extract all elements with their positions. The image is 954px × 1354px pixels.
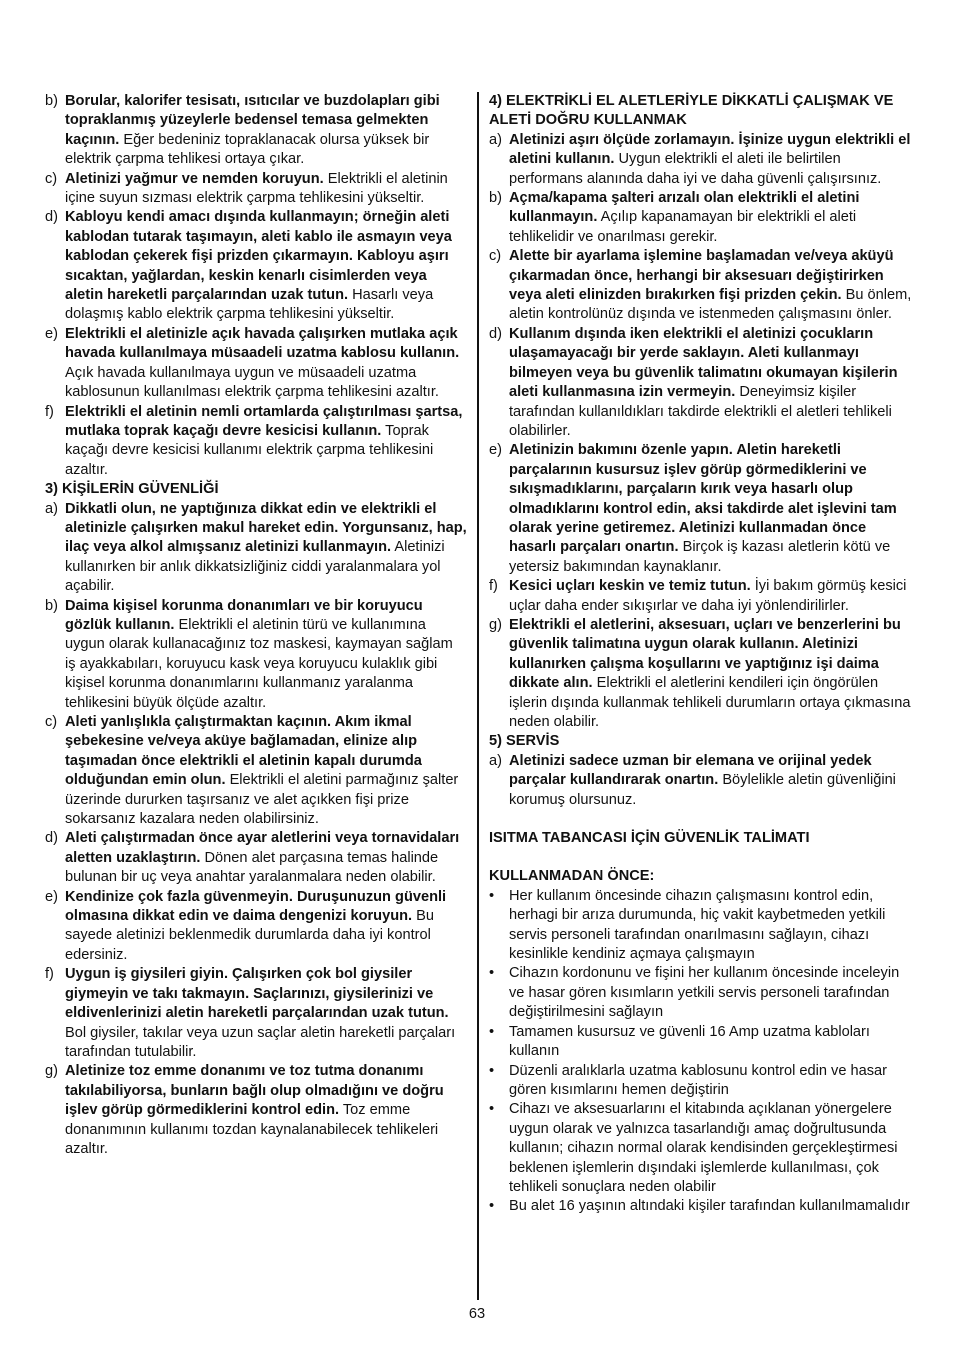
- item-label: c): [489, 248, 502, 265]
- list-item: [489, 189, 913, 247]
- left-column: [45, 92, 467, 1159]
- bullet-item: [489, 1197, 913, 1216]
- item-label: a): [489, 752, 502, 769]
- item-text: Bu önlem, aletin kontrolünüz dışında ve istenmeden çalışmasını önler.: [509, 287, 912, 323]
- item-text: Eğer bedeniniz topraklanacak olursa yüksek bir elektrik çarpma tehlikesi ortaya çıkar.: [65, 131, 430, 168]
- item-label: c): [45, 714, 58, 730]
- item-text: Uygun elektrikli el aleti ile belirtilen performans alanında daha iyi ve daha güvenli çalışırsınız.: [509, 151, 882, 187]
- bullet-item: [489, 1100, 913, 1197]
- item-bold-text: Aletinize toz emme donanımı ve toz tutma donanımı takılabiliyorsa, bunların bağlı olup olmadığını ve doğru işlev görüp görmediklerini kontrol edin.: [65, 1063, 444, 1119]
- item-label: f): [489, 578, 498, 595]
- item-bold-text: Aleti çalıştırmadan önce ayar aletlerini veya tornavidaları aletten uzaklaştırın.: [65, 830, 460, 866]
- item-label: e): [45, 325, 58, 342]
- bullet-item: [489, 964, 913, 1022]
- item-label: e): [489, 442, 502, 459]
- bullet-item: [489, 1023, 913, 1062]
- item-text: Elektrikli el aletinin içine suyun sızması elektrik çarpma tehlikesini yükseltir.: [65, 170, 448, 207]
- bullet-icon: •: [489, 965, 495, 982]
- bullet-icon: •: [489, 887, 495, 904]
- item-bold-text: Kendinize çok fazla güvenmeyin. Duruşunuzun güvenli olmasına dikkat edin ve daima dengenizi koruyun.: [65, 888, 447, 925]
- item-label: b): [45, 93, 58, 109]
- item-text: Toz emme donanımının kullanımı tozdan kaynalanabilecek tehlikeleri azaltır.: [65, 1102, 439, 1157]
- section-2-items: [45, 92, 467, 480]
- list-item: [45, 325, 467, 403]
- item-text: Toprak kaçağı devre kesicisi kullanımı elektrik çarpma tehlikesini azaltır.: [65, 422, 434, 478]
- column-divider: [477, 92, 479, 1300]
- item-text: Bu sayede aletinizi beklenmedik durumlarda daha iyi kontrol edersiniz.: [65, 908, 435, 963]
- item-label: c): [45, 170, 58, 187]
- bullet-text: Tamamen kusursuz ve güvenli 16 Amp uzatma kabloları kullanın: [509, 1023, 870, 1060]
- list-item: [45, 713, 467, 829]
- item-bold-text: Elektrikli el aletlerini, aksesuarı, uçları ve benzerlerini bu güvenlik talimatına uygun olarak kullanın. Aletinizi kullanırken çalışma koşullarını ve yaptığınız işi daima dikkate alın.: [509, 616, 901, 692]
- bullet-icon: •: [489, 1062, 495, 1079]
- bullet-item: [489, 887, 913, 965]
- list-item: [45, 1062, 467, 1159]
- item-bold-text: Aletinizin bakımını özenle yapın. Aletin hareketli parçalarının kusursuz işlev görüp görmediklerini ve sıkışmadıklarını, parçaların kırık veya hasarlı olup olmadıklarını kontrol edin, aksi takdirde alet işlevini tam olarak yerine getiremez. Aletinizi kullanmadan önce hasarlı parçaları onartın.: [509, 442, 897, 556]
- list-item: [489, 441, 913, 577]
- item-bold-text: Elektrikli el aletinizle açık havada çalışırken mutlaka açık havada kullanılmaya müsaadeli uzatma kablosu kullanın.: [65, 325, 460, 362]
- list-item: [45, 965, 467, 1062]
- item-bold-text: Kullanım dışında iken elektrikli el aletinizi çocukların ulaşamayacağı bir yerde saklayın. Aleti kullanmayı bilmeyen veya bu güvenlik talimatını okumayan kişilerin aleti kullanmasına izin vermeyin.: [509, 325, 898, 401]
- item-label: g): [489, 616, 502, 633]
- page-number: 63: [468, 1306, 486, 1322]
- list-item: [45, 92, 467, 170]
- item-text: Böylelikle aletin güvenliğini korumuş olursunuz.: [509, 772, 896, 808]
- list-item: [45, 403, 467, 481]
- bullet-icon: •: [489, 1101, 495, 1118]
- item-bold-text: Açma/kapama şalteri arızalı olan elektrikli el aletini kullanmayın.: [509, 190, 860, 226]
- bullet-text: Cihazı ve aksesuarlarını el kitabında açıklanan yönergelere uygun olarak ve yalnızca tasarlandığı amaç doğrultusunda kullanın; cihazın normal olarak kendisinden gerçekleştirmesi beklenen işlemlerin dışındaki işlemlerde kullanılması, çok tehlikeli sonuçlara neden olabilir: [509, 1101, 898, 1195]
- list-item: [489, 577, 913, 616]
- list-item: [45, 170, 467, 209]
- item-text: Açık havada kullanılmaya uygun ve müsaadeli uzatma kablosunun kullanılması elektrik çarpma tehlikesini azaltır.: [65, 364, 439, 401]
- item-text: Elektrikli el aletini parmağınız şalter üzerinde dururken taşırsanız ve alet açıkken fişi prize sokarsanız kazalara neden olabilirsiniz.: [65, 772, 459, 828]
- item-label: b): [489, 190, 502, 207]
- bullet-text: Düzenli aralıklarla uzatma kablosunu kontrol edin ve hasar gören kısımlarını hemen değiştirin: [509, 1062, 888, 1098]
- item-label: e): [45, 888, 58, 905]
- section-5-items: [489, 752, 913, 810]
- item-label: d): [45, 830, 58, 847]
- right-column: [489, 92, 913, 1217]
- before-use-heading: KULLANMADAN ÖNCE:: [489, 868, 655, 885]
- item-bold-text: Aletinizi yağmur ve nemden koruyun.: [65, 170, 324, 187]
- item-bold-text: Elektrikli el aletinin nemli ortamlarda çalıştırılması şartsa, mutlaka toprak kaçağı devre kesicisi kullanın.: [65, 403, 463, 439]
- item-text: Elektrikli el aletinin türü ve kullanımına uygun olarak kullanacağınız toz maskesi, kaymayan sağlam iş ayakkabıları, koruyucu kask veya koruyucu kulaklık gibi kişisel korunma donanımlarını kullanmanız yaralanma tehlikesini büyük ölçüde azaltır.: [65, 616, 453, 711]
- bullet-text: Cihazın kordonunu ve fişini her kullanım öncesinde inceleyin ve hasar gören kısımların yetkili servis personeli tarafından değiştirilmesini sağlayın: [509, 965, 900, 1021]
- item-bold-text: Dikkatli olun, ne yaptığınıza dikkat edin ve elektrikli el aletinizle çalışırken makul hareket edin. Yorgunsanız, hap, ilaç veya alkol almışsanız aletinizi kullanmayın.: [65, 500, 467, 556]
- list-item: [45, 597, 467, 713]
- item-bold-text: Uygun iş giysileri giyin. Çalışırken çok bol giysiler giymeyin ve takı takmayın. Saçlarınızı, giysilerinizi ve eldivenlerinizi aletin hareketli parçalarından uzak tutun.: [65, 966, 449, 1022]
- item-text: Aletinizi kullanırken bir anlık dikkatsizliğiniz ciddi yaralanmalara yol açabilir.: [65, 539, 445, 595]
- item-label: b): [45, 597, 58, 614]
- item-bold-text: Aletinizi aşırı ölçüde zorlamayın. İşinize uygun elektrikli el aletini kullanın.: [509, 131, 911, 168]
- item-bold-text: Aleti yanlışlıkla çalıştırmaktan kaçının. Akım ikmal şebekesine ve/veya aküye bağlamadan, elinize alıp taşımadan önce elektrikli el aletinin kapalı durumda olduğundan emin olun.: [65, 714, 422, 789]
- item-bold-text: Aletinizi sadece uzman bir elemana ve orijinal yedek parçalar kullandırarak onartın.: [509, 752, 872, 789]
- item-text: Bol giysiler, takılar veya uzun saçlar aletin hareketli parçaları tarafından tutulabilir.: [65, 1024, 456, 1060]
- item-label: d): [489, 325, 502, 342]
- bullet-text: Her kullanım öncesinde cihazın çalışmasını kontrol edin, herhagi bir arıza durumunda, hiç vakit kaybetmeden yetkili servis personeli tarafından onarılmasını sağlayın, cihazı kesinlikle kendiniz açmaya çalışmayın: [509, 887, 886, 963]
- section-3-items: [45, 500, 467, 1160]
- list-item: [45, 208, 467, 324]
- item-text: Açılıp kapanamayan bir elektrikli el aleti tehlikelidir ve onarılması gerekir.: [509, 209, 857, 245]
- bullet-item: [489, 1062, 913, 1101]
- section-4-heading: 4) ELEKTRİKLİ EL ALETLERİYLE DİKKATLİ ÇALIŞMAK VE ALETİ DOĞRU KULLANMAK: [489, 93, 894, 129]
- section-4-items: [489, 131, 913, 733]
- bullet-text: Bu alet 16 yaşının altındaki kişiler tarafından kullanılmamalıdır: [509, 1198, 910, 1215]
- item-text: Hasarlı veya dolaşmış kablo elektrik çarpma tehlikesini yükseltir.: [65, 287, 434, 323]
- item-label: f): [45, 403, 54, 420]
- item-label: a): [45, 500, 58, 517]
- list-item: [45, 829, 467, 887]
- item-label: f): [45, 966, 54, 983]
- bullet-icon: •: [489, 1023, 495, 1040]
- section-5-heading: 5) SERVİS: [489, 733, 560, 750]
- item-text: İyi bakım görmüş kesici uçlar daha ender sıkışırlar ve daha iyi yönlendirilirler.: [509, 578, 907, 614]
- item-text: Dönen alet parçasına temas halinde bulunan bir uç veya anahtar yaralanmalara neden olabilir.: [65, 849, 439, 886]
- section-3-heading: 3) KİŞİLERİN GÜVENLİĞİ: [45, 481, 219, 498]
- item-bold-text: Borular, kalorifer tesisatı, ısıtıcılar ve buzdolapları gibi topraklanmış yüzeylerle bedensel temasa gelmekten kaçının.: [65, 93, 440, 148]
- item-bold-text: Alette bir ayarlama işlemine başlamadan ve/veya aküyü çıkarmadan önce, herhangi bir aksesuarı değiştirirken veya aleti elinizden bırakırken fişi prizden çekin.: [509, 248, 894, 304]
- list-item: [45, 500, 467, 597]
- list-item: [45, 888, 467, 966]
- heat-gun-heading: ISITMA TABANCASI İÇİN GÜVENLİK TALİMATI: [489, 830, 810, 847]
- list-item: [489, 247, 913, 325]
- item-bold-text: Kesici uçları keskin ve temiz tutun.: [509, 578, 751, 595]
- list-item: [489, 616, 913, 732]
- bullet-list: [489, 887, 913, 1217]
- item-label: g): [45, 1063, 58, 1080]
- item-label: d): [45, 209, 58, 226]
- list-item: [489, 325, 913, 441]
- item-text: Deneyimsiz kişiler tarafından kullanıldıkları takdirde elektrikli el aletleri tehlikeli olabilirler.: [509, 384, 892, 439]
- item-text: Elektrikli el aletlerini kendileri için öngörülen işlerin dışında kullanmak tehlikeli durumların ortaya çıkmasına neden olabilir.: [509, 675, 911, 730]
- list-item: [489, 131, 913, 189]
- item-text: Birçok iş kazası aletlerin kötü ve yetersiz bakımından kaynaklanır.: [509, 539, 891, 575]
- item-bold-text: Daima kişisel korunma donanımları ve bir koruyucu gözlük kullanın.: [65, 597, 423, 633]
- bullet-icon: •: [489, 1198, 495, 1215]
- item-label: a): [489, 131, 502, 148]
- list-item: [489, 752, 913, 810]
- item-bold-text: Kabloyu kendi amacı dışında kullanmayın; örneğin aleti kablodan tutarak taşımayın, aleti kablo ile asmayın veya kablodan çekerek fişi prizden çıkarmayın. Kabloyu aşırı sıcaktan, yağlardan, keskin kenarlı cisimlerden veya aletin hareketli parçalarından uzak tutun.: [65, 209, 452, 304]
